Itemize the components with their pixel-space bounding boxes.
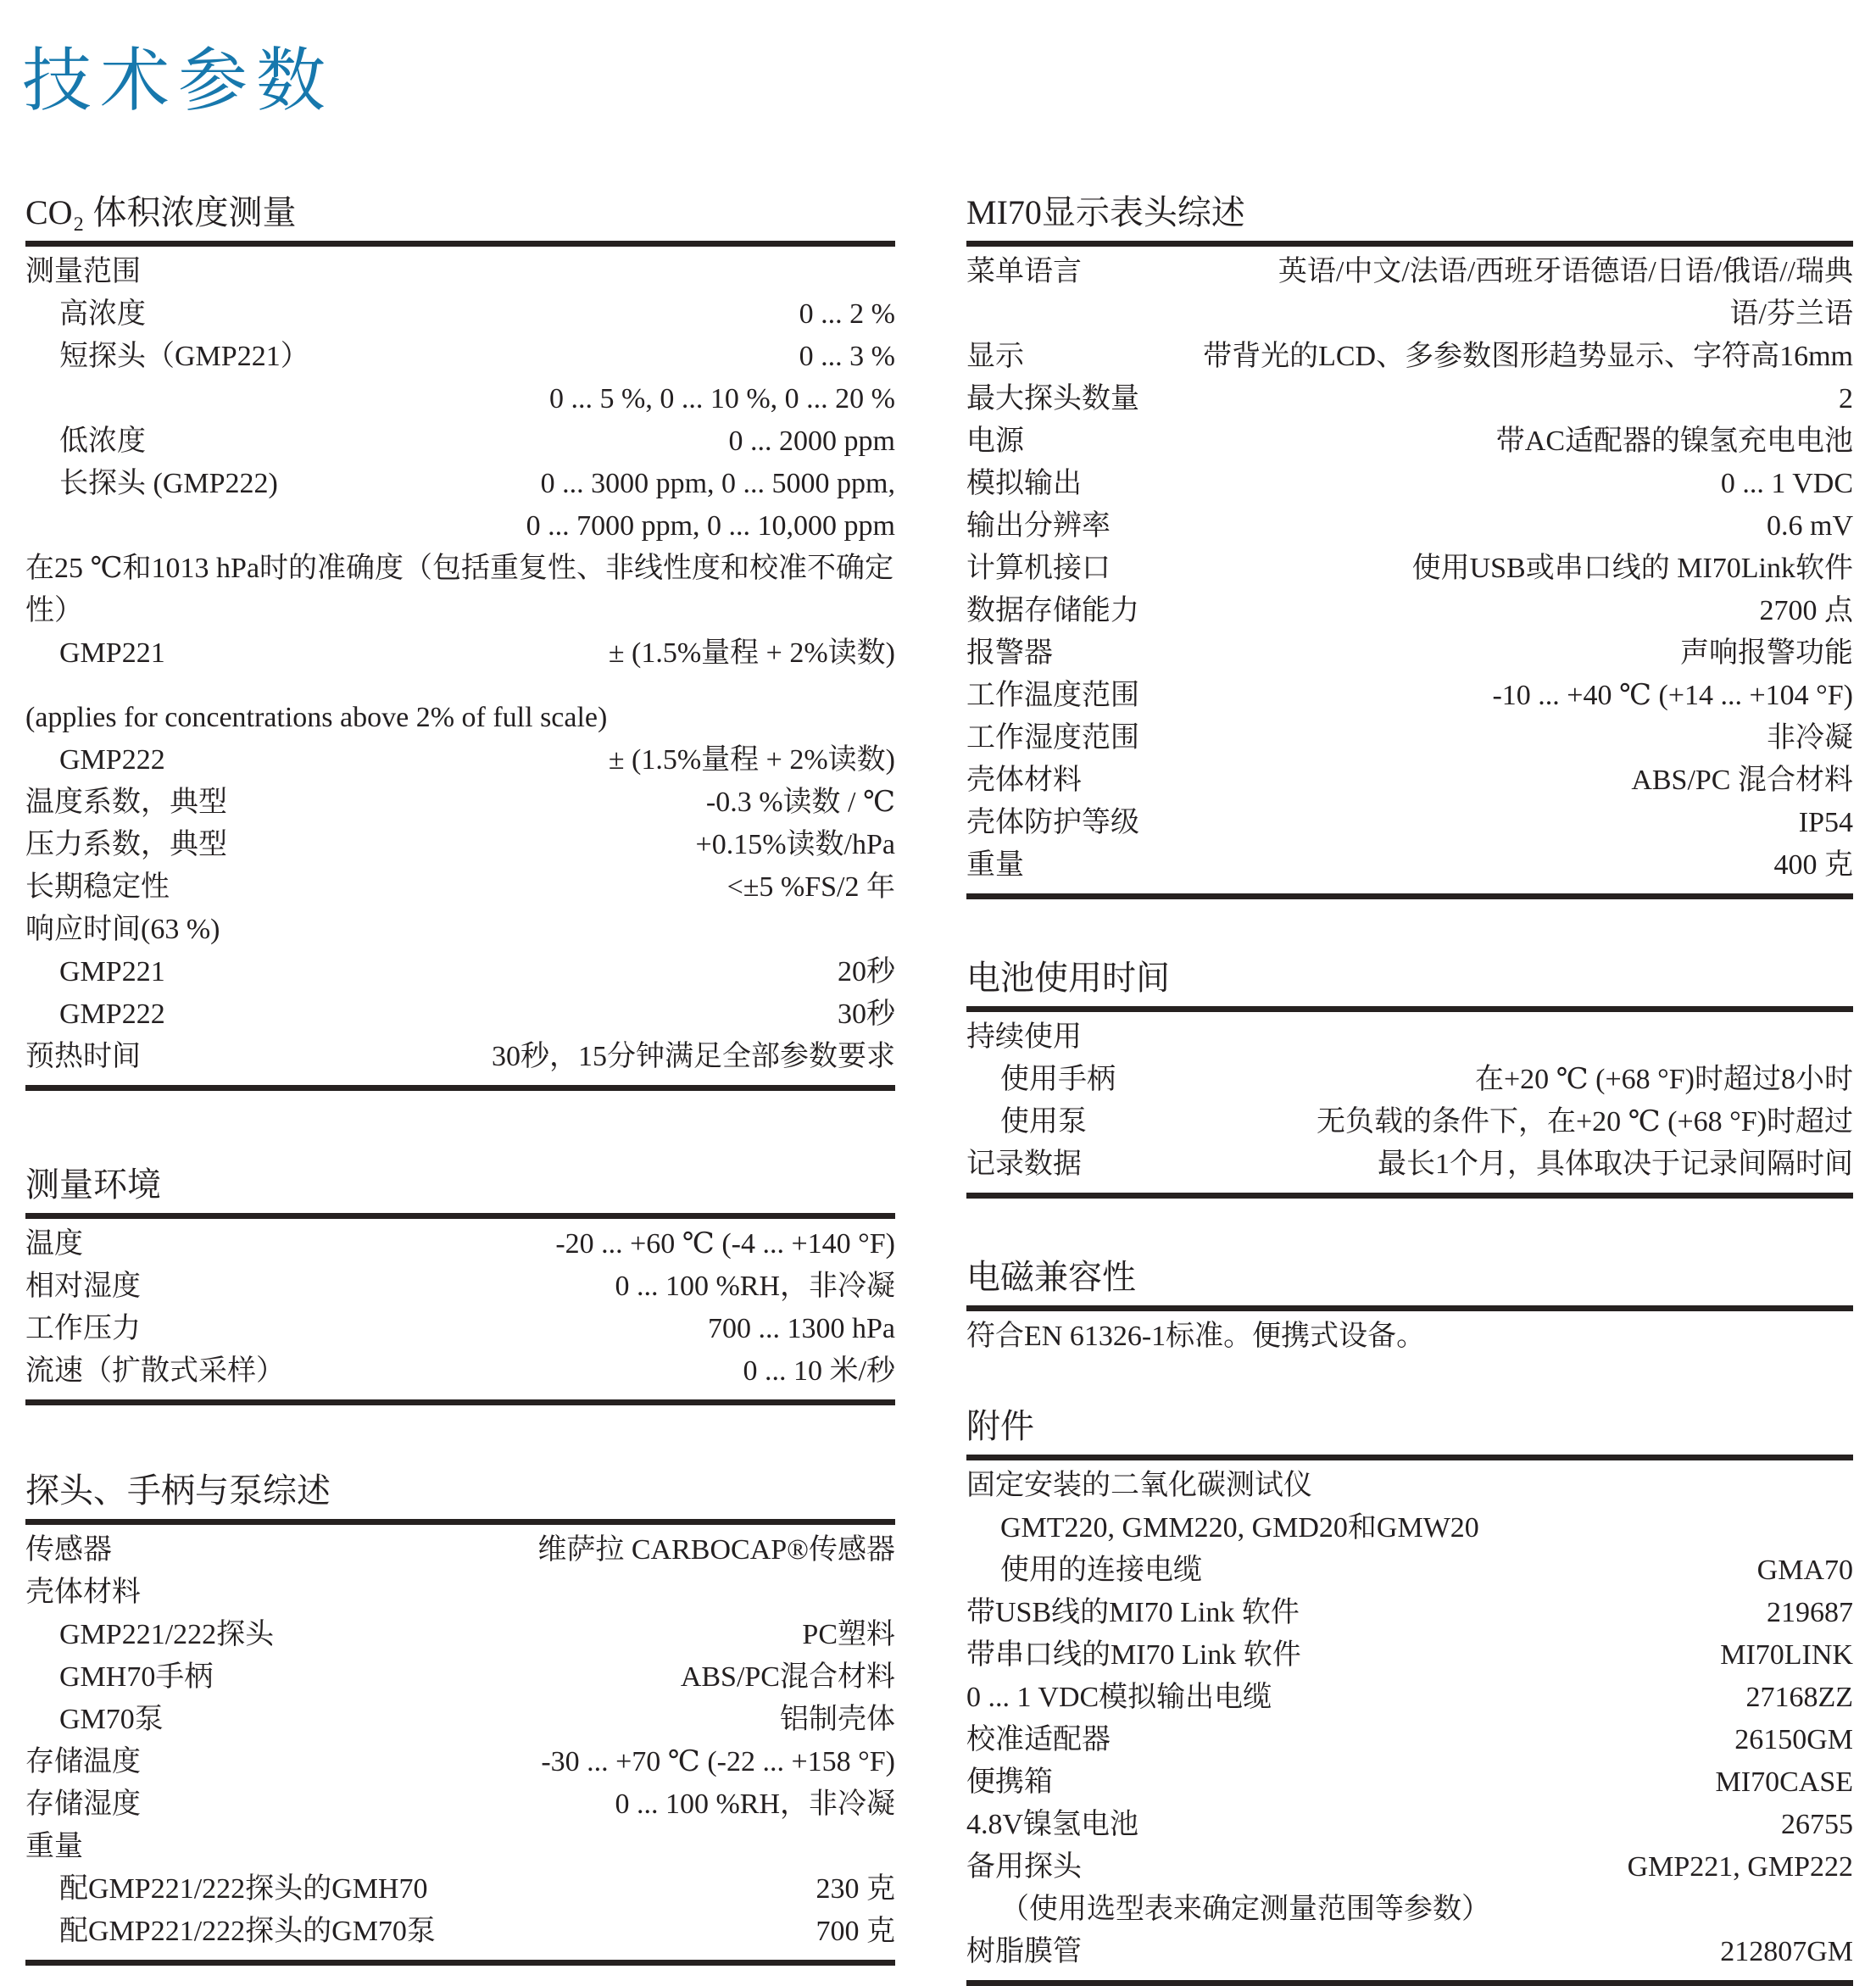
note-text: [25, 548, 895, 632]
row-value: 非冷凝: [1767, 722, 1853, 754]
spec-row: [25, 951, 895, 993]
row-label: 模拟输出: [966, 468, 1082, 499]
spec-row: [966, 1101, 1853, 1143]
row-label: 固定安装的二氧化碳测试仪: [966, 1470, 1312, 1501]
row-label: GMT220, GMM220, GMD20和GMW20: [1000, 1512, 1479, 1544]
row-value: 0 ... 5 %, 0 ... 10 %, 0 ... 20 %: [549, 383, 895, 414]
row-value: 英语/中文/法语/西班牙语德语/日语/俄语//瑞典 语/芬兰语: [1278, 256, 1853, 330]
row-label: 校准适配器: [966, 1724, 1111, 1755]
note-text-content: 在25 ℃和1013 hPa时的准确度（包括重复性、非线性度和校准不确定性）: [25, 553, 894, 626]
section-title: CO₂ 体积浓度测量: [25, 193, 895, 247]
row-label: 短探头（GMP221）: [59, 341, 309, 372]
spec-section: [966, 193, 1853, 899]
row-value: +0.15%读数/hPa: [695, 829, 895, 860]
note-text-content: (applies for concentrations above 2% of full scale): [25, 702, 608, 733]
spec-row: [966, 1143, 1853, 1186]
row-label: 便携箱: [966, 1766, 1053, 1798]
spec-section: [966, 959, 1853, 1199]
row-value: 使用USB或串口线的 MI70Link软件: [1411, 553, 1853, 584]
row-label: 壳体防护等级: [966, 807, 1139, 838]
row-label: 流速（扩散式采样）: [25, 1355, 285, 1387]
spec-section: [25, 193, 895, 1091]
row-label: 4.8V镍氢电池: [966, 1809, 1139, 1840]
section-rows: [25, 247, 895, 1078]
spec-row: [966, 1846, 1853, 1889]
row-label: 0 ... 1 VDC模拟输出电缆: [966, 1682, 1272, 1713]
spec-row: [25, 739, 895, 782]
section-rows: [25, 1219, 895, 1393]
spec-row: [25, 463, 895, 505]
row-label: GM70泵: [59, 1704, 164, 1735]
spec-row: [25, 1308, 895, 1350]
spec-section: [25, 1165, 895, 1405]
spec-row: [966, 802, 1853, 844]
row-value: 无负载的条件下，在+20 ℃ (+68 °F)时超过: [1316, 1106, 1853, 1138]
row-label: 温度: [25, 1228, 83, 1260]
row-label: 备用探头: [966, 1851, 1082, 1883]
row-value: 219687: [1767, 1597, 1853, 1628]
row-value: 0 ... 3 %: [799, 341, 895, 372]
row-label: 存储温度: [25, 1746, 141, 1777]
row-value: 带背光的LCD、多参数图形趋势显示、字符高16mm: [1203, 341, 1853, 372]
section-rows: [966, 1012, 1853, 1186]
spec-row: [25, 1911, 895, 1953]
row-label: 重量: [966, 849, 1024, 881]
row-value: 26755: [1781, 1809, 1853, 1840]
spec-row: [966, 1592, 1853, 1634]
row-label: 存储湿度: [25, 1789, 141, 1820]
row-label: 重量: [25, 1831, 83, 1862]
spec-row: [25, 1529, 895, 1572]
spacer: [25, 675, 895, 697]
row-value: 20秒: [838, 956, 895, 987]
spec-row: [25, 1741, 895, 1783]
row-label: 显示: [966, 341, 1024, 372]
row-label: 高浓度: [59, 298, 146, 330]
spec-row: [966, 1719, 1853, 1761]
row-label: 带串口线的MI70 Link 软件: [966, 1639, 1301, 1671]
row-label: GMP222: [59, 999, 165, 1030]
spec-row: [966, 1549, 1853, 1592]
row-value: 700 ... 1300 hPa: [708, 1313, 895, 1344]
row-value: 0.6 mV: [1767, 510, 1853, 542]
row-value: -10 ... +40 ℃ (+14 ... +104 °F): [1492, 680, 1853, 711]
spec-row: [966, 759, 1853, 802]
continuation-row: [25, 505, 895, 548]
row-value: 在+20 ℃ (+68 °F)时超过8小时: [1474, 1064, 1853, 1095]
row-label: 使用手柄: [1000, 1064, 1116, 1095]
spec-row: [25, 1868, 895, 1911]
spec-row: [966, 1507, 1853, 1549]
row-label: 温度系数，典型: [25, 787, 227, 818]
spec-row: [25, 866, 895, 909]
row-value: 0 ... 2000 ppm: [728, 426, 895, 457]
row-label: 记录数据: [966, 1149, 1082, 1180]
row-value: 0 ... 7000 ppm, 0 ... 10,000 ppm: [526, 510, 895, 542]
spec-row: [25, 909, 895, 951]
column-left: [25, 193, 895, 1966]
row-label: 壳体材料: [25, 1577, 141, 1608]
spec-section: [25, 1471, 895, 1966]
row-label: 最大探头数量: [966, 383, 1139, 414]
spec-row: [25, 1036, 895, 1078]
spec-row: [25, 293, 895, 336]
row-label: 数据存储能力: [966, 595, 1139, 626]
spec-row: [966, 251, 1853, 336]
spec-row: [966, 336, 1853, 378]
row-value: 0 ... 3000 ppm, 0 ... 5000 ppm,: [540, 468, 895, 499]
section-rows: [25, 1525, 895, 1953]
row-value: ABS/PC混合材料: [680, 1661, 895, 1693]
row-value: 声响报警功能: [1680, 637, 1853, 669]
section-title: 附件: [966, 1407, 1853, 1460]
spec-row: [966, 1465, 1853, 1507]
spec-row: [25, 1572, 895, 1614]
row-label: 长探头 (GMP222): [59, 468, 278, 499]
row-label: 计算机接口: [966, 553, 1111, 584]
row-value: MI70LINK: [1720, 1639, 1853, 1671]
spec-row: [966, 1761, 1853, 1804]
section-rows: [966, 1311, 1853, 1358]
page-title: 技术参数: [22, 42, 335, 120]
spec-row: [966, 1931, 1853, 1973]
row-label: 工作温度范围: [966, 680, 1139, 711]
row-value: ± (1.5%量程 + 2%读数): [608, 637, 895, 669]
spec-row: [966, 420, 1853, 463]
row-label: 测量范围: [25, 256, 141, 287]
row-value: PC塑料: [802, 1619, 895, 1650]
row-value: -30 ... +70 ℃ (-22 ... +158 °F): [541, 1746, 895, 1777]
note-text: [966, 1316, 1853, 1358]
row-value: 700 克: [816, 1916, 895, 1947]
row-value: -20 ... +60 ℃ (-4 ... +140 °F): [555, 1228, 895, 1260]
spec-row: [25, 1350, 895, 1393]
spec-row: [966, 844, 1853, 887]
row-value: 30秒，15分钟满足全部参数要求: [492, 1041, 895, 1072]
spec-row: [25, 1783, 895, 1826]
spec-section: [966, 1258, 1853, 1358]
row-value: GMP221, GMP222: [1627, 1851, 1853, 1883]
row-value: GMA70: [1756, 1555, 1853, 1586]
section-title: MI70显示表头综述: [966, 193, 1853, 247]
spec-row: [25, 1266, 895, 1308]
row-value: 2: [1839, 383, 1853, 414]
row-label: 菜单语言: [966, 256, 1082, 287]
row-label: 传感器: [25, 1534, 112, 1566]
row-label: 输出分辨率: [966, 510, 1111, 542]
spec-row: [25, 1223, 895, 1266]
spec-row: [966, 590, 1853, 632]
row-value: IP54: [1798, 807, 1853, 838]
row-label: 持续使用: [966, 1021, 1082, 1053]
row-label: 压力系数，典型: [25, 829, 227, 860]
continuation-row: [25, 378, 895, 420]
row-label: 使用的连接电缆: [1000, 1555, 1202, 1586]
row-value: ± (1.5%量程 + 2%读数): [608, 744, 895, 776]
row-label: 响应时间(63 %): [25, 914, 220, 945]
note-text: [25, 697, 895, 739]
spec-row: [25, 420, 895, 463]
spec-row: [25, 1614, 895, 1656]
spec-row: [25, 336, 895, 378]
section-rows: [966, 1460, 1853, 1973]
spec-row: [25, 251, 895, 293]
row-value: 0 ... 100 %RH，非冷凝: [615, 1789, 895, 1820]
note-text-content: 符合EN 61326-1标准。便携式设备。: [966, 1321, 1426, 1352]
row-label: GMH70手柄: [59, 1661, 214, 1693]
row-value: 27168ZZ: [1745, 1682, 1853, 1713]
row-value: 铝制壳体: [780, 1704, 895, 1735]
spec-row: [966, 717, 1853, 759]
row-value: 0 ... 10 米/秒: [743, 1355, 895, 1387]
spec-row: [25, 1826, 895, 1868]
row-value: 0 ... 2 %: [799, 298, 895, 330]
row-label: 相对湿度: [25, 1271, 141, 1302]
row-value: MI70CASE: [1715, 1766, 1853, 1798]
row-label: 预热时间: [25, 1041, 141, 1072]
row-label: 带USB线的MI70 Link 软件: [966, 1597, 1300, 1628]
row-value: -0.3 %读数 / ℃: [705, 787, 895, 818]
row-value: 30秒: [838, 999, 895, 1030]
row-value: 212807GM: [1720, 1936, 1853, 1967]
spec-row: [966, 1634, 1853, 1677]
spec-row: [25, 1699, 895, 1741]
spec-row: [25, 824, 895, 866]
row-label: 使用泵: [1000, 1106, 1087, 1138]
row-value: 400 克: [1773, 849, 1853, 881]
row-label: GMP222: [59, 744, 165, 776]
spec-row: [966, 548, 1853, 590]
row-label: 低浓度: [59, 426, 146, 457]
spec-row: [966, 1889, 1853, 1931]
row-value: 26150GM: [1734, 1724, 1853, 1755]
section-title: 探头、手柄与泵综述: [25, 1471, 895, 1525]
row-value: 230 克: [816, 1873, 895, 1905]
spec-row: [25, 993, 895, 1036]
row-label: 配GMP221/222探头的GMH70: [59, 1873, 428, 1905]
spec-row: [966, 675, 1853, 717]
spec-row: [966, 1677, 1853, 1719]
row-label: 报警器: [966, 637, 1053, 669]
row-value: 维萨拉 CARBOCAP®传感器: [537, 1534, 895, 1566]
spec-row: [966, 463, 1853, 505]
row-value: 最长1个月，具体取决于记录间隔时间: [1378, 1149, 1853, 1180]
row-label: 工作湿度范围: [966, 722, 1139, 754]
row-value: 0 ... 1 VDC: [1720, 468, 1853, 499]
spec-row: [25, 1656, 895, 1699]
column-right: [966, 193, 1853, 1986]
row-label: 配GMP221/222探头的GM70泵: [59, 1916, 436, 1947]
row-label: 工作压力: [25, 1313, 141, 1344]
row-label: GMP221/222探头: [59, 1619, 275, 1650]
section-title: 电池使用时间: [966, 959, 1853, 1012]
spec-row: [966, 1016, 1853, 1059]
row-value: 带AC适配器的镍氢充电电池: [1495, 426, 1853, 457]
spec-row: [25, 782, 895, 824]
section-rows: [966, 247, 1853, 887]
row-label: GMP221: [59, 637, 165, 669]
row-label: （使用选型表来确定测量范围等参数）: [1000, 1894, 1490, 1925]
spec-row: [966, 1804, 1853, 1846]
section-title: 测量环境: [25, 1165, 895, 1219]
spec-row: [966, 1059, 1853, 1101]
row-label: GMP221: [59, 956, 165, 987]
spec-section: [966, 1407, 1853, 1986]
row-label: 电源: [966, 426, 1024, 457]
row-value: ABS/PC 混合材料: [1631, 765, 1853, 796]
row-label: 树脂膜管: [966, 1936, 1082, 1967]
spec-row: [966, 632, 1853, 675]
row-value: 2700 点: [1759, 595, 1853, 626]
section-title: 电磁兼容性: [966, 1258, 1853, 1311]
spec-row: [966, 378, 1853, 420]
row-label: 长期稳定性: [25, 871, 170, 903]
spec-row: [25, 632, 895, 675]
row-value: 0 ... 100 %RH，非冷凝: [615, 1271, 895, 1302]
row-value: <±5 %FS/2 年: [726, 871, 895, 903]
row-label: 壳体材料: [966, 765, 1082, 796]
spec-row: [966, 505, 1853, 548]
